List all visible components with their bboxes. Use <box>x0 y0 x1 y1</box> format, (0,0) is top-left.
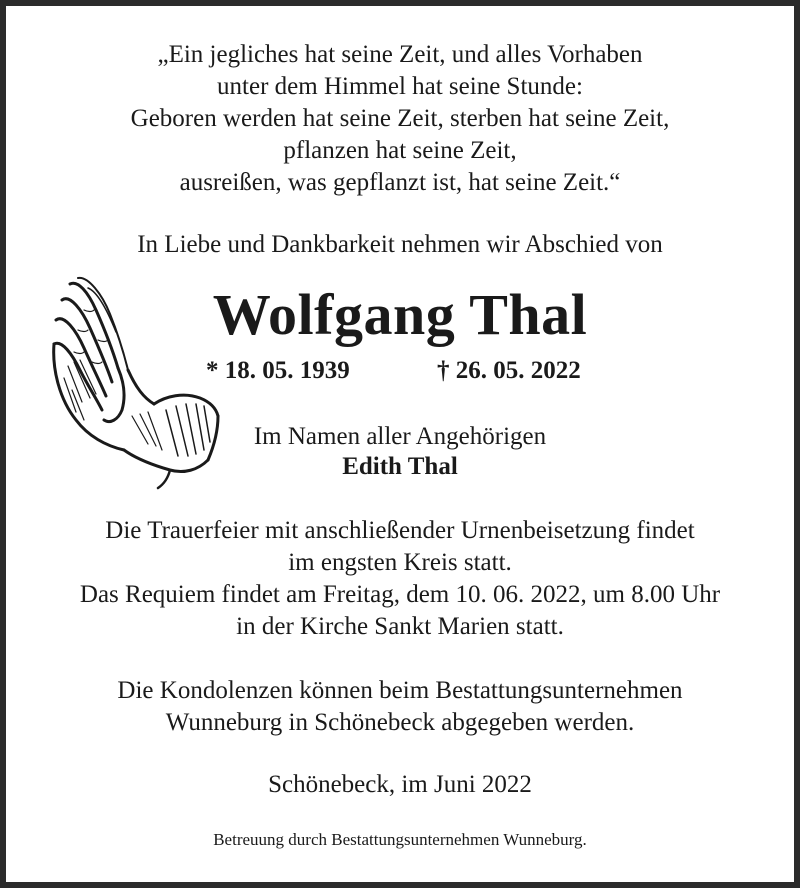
mourner-name: Edith Thal <box>342 453 458 480</box>
quote-line-4: pflanzen hat seine Zeit, <box>283 137 517 164</box>
ceremony-line-2: im engsten Kreis statt. <box>288 549 512 576</box>
death-date: † 26. 05. 2022 <box>437 357 581 384</box>
mourners-line: Im Namen aller Angehörigen <box>253 423 547 450</box>
condolences-line-1: Die Kondolenzen können beim Bestattungsunternehmen <box>117 677 683 704</box>
quote-line-1: „Ein jegliches hat seine Zeit, und alles Vorhaben <box>157 41 643 68</box>
ceremony-line-1: Die Trauerfeier mit anschließender Urnenbeisetzung findet <box>105 517 695 544</box>
ceremony-line-3: Das Requiem findet am Freitag, dem 10. 06. 2022, um 8.00 Uhr <box>79 581 721 608</box>
birth-date: * 18. 05. 1939 <box>206 357 350 384</box>
quote-line-5: ausreißen, was gepflanzt ist, hat seine Zeit.“ <box>179 169 621 196</box>
funeral-home-footer: Betreuung durch Bestattungsunternehmen Wunneburg. <box>213 830 587 849</box>
ceremony-line-4: in der Kirche Sankt Marien statt. <box>236 613 564 640</box>
quote-line-2: unter dem Himmel hat seine Stunde: <box>217 73 583 100</box>
condolences-line-2: Wunneburg in Schönebeck abgegeben werden. <box>165 709 635 736</box>
place-date: Schönebeck, im Juni 2022 <box>268 771 532 798</box>
quote-line-3: Geboren werden hat seine Zeit, sterben hat seine Zeit, <box>130 105 670 132</box>
deceased-name: Wolfgang Thal <box>212 282 588 347</box>
farewell-intro: In Liebe und Dankbarkeit nehmen wir Abschied von <box>137 231 663 258</box>
